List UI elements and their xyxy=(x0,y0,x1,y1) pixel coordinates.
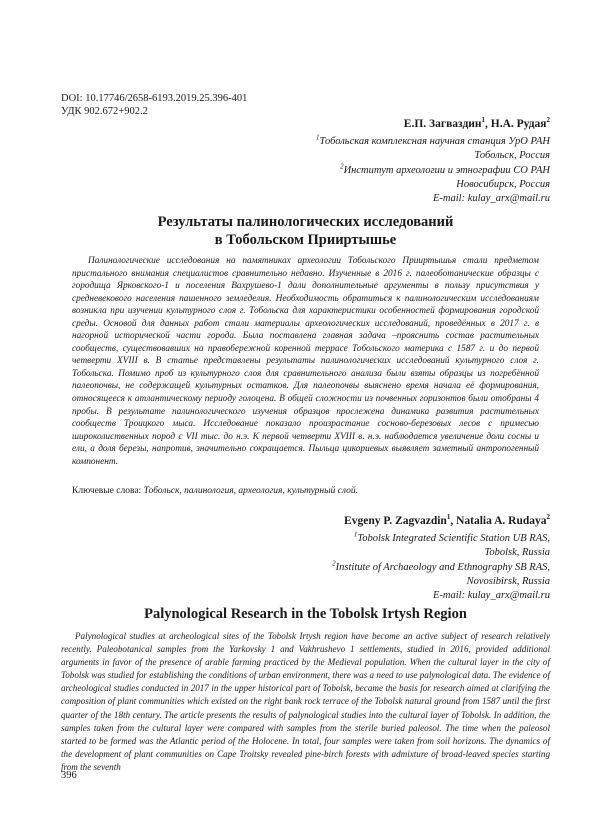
author-1-name: Evgeny P. Zagvazdin xyxy=(344,515,447,527)
udc-line: УДК 902.672+902.2 xyxy=(61,106,148,117)
affiliation-sup: 1 xyxy=(316,133,320,142)
affiliation-sup: 1 xyxy=(353,530,358,539)
affiliation-line xyxy=(190,164,550,178)
doi-line[interactable]: DOI: 10.17746/2658-6193.2019.25.396-401 xyxy=(61,93,248,104)
keywords-label: Ключевые слова: xyxy=(72,486,144,496)
page-number: 396 xyxy=(61,770,77,781)
authors-russian xyxy=(404,118,550,130)
affiliation-text: Тобольск, Россия xyxy=(474,150,550,162)
affiliation-sup: 2 xyxy=(332,559,336,568)
affiliation-sup: 2 xyxy=(340,162,344,171)
affiliation-line xyxy=(190,135,550,149)
affiliation-line xyxy=(190,532,550,546)
affiliation-line xyxy=(190,149,550,163)
article-title-english: Palynological Research in the Tobolsk Irtysh Region xyxy=(144,606,467,622)
title-line: в Тобольском Прииртышье xyxy=(214,232,397,248)
affiliation-line xyxy=(190,575,550,589)
email-text[interactable]: E-mail: kulay_arx@mail.ru xyxy=(433,193,550,205)
author-separator: , xyxy=(485,118,491,130)
affiliation-line xyxy=(190,561,550,575)
keywords-russian xyxy=(72,485,539,497)
title-line: Результаты палинологических исследований xyxy=(157,214,454,230)
author-2-name: Н.А. Рудая xyxy=(490,118,547,130)
affiliation-line xyxy=(190,178,550,192)
article-identifiers xyxy=(61,92,247,118)
author-separator: , xyxy=(450,515,457,527)
email-line[interactable] xyxy=(190,192,550,206)
affiliation-text: Institute of Archaeology and Ethnography SB RAS, xyxy=(335,561,550,573)
author-1-sup: 1 xyxy=(446,513,451,522)
email-line[interactable] xyxy=(190,589,550,603)
affiliation-text: Тобольская комплексная научная станция УрО РАН xyxy=(319,136,550,147)
keywords-list: Тобольск, палинология, археология, культурный слой. xyxy=(143,486,359,496)
author-1-sup: 1 xyxy=(481,116,486,125)
authors-english xyxy=(344,515,550,527)
affiliations-english xyxy=(190,532,550,603)
author-2-sup: 2 xyxy=(546,513,550,522)
affiliation-text: Novosibirsk, Russia xyxy=(466,575,550,587)
affiliation-line xyxy=(190,546,550,560)
author-1-name: Е.П. Загваздин xyxy=(403,118,482,130)
email-text[interactable]: E-mail: kulay_arx@mail.ru xyxy=(433,590,550,602)
affiliations-russian xyxy=(190,135,550,206)
article-title-russian xyxy=(61,213,550,249)
author-2-name: Natalia A. Rudaya xyxy=(456,515,547,527)
affiliation-text: Новосибирск, Россия xyxy=(456,178,550,190)
affiliation-text: Tobolsk Integrated Scientific Station UB RAS, xyxy=(357,533,550,544)
affiliation-text: Tobolsk, Russia xyxy=(484,547,550,559)
abstract-english: Palynological studies at archeological sites of the Tobolsk Irtysh region have become an active subject of research relatively recently. Paleobotanical samples from the Yarkovsky 1 and Vakhrushevo 1 settlements, studied in 2016, provided additional arguments in favor of the presence of arable farming practiced by the Medieval population. When the cultural layer in the city of Tobolsk was studied for establishing the conditions of urban environment, there was a need to use palynological data. The evidence of archeological studies conducted in 2017 in the upper historical part of Tobolsk, became the basis for research aimed at clarifying the composition of plant communities which existed on the right bank rock terrace of the Tobolsk natural ground from 1587 until the first quarter of the 18th century. The article presents the results of palynological studies into the cultural layer of Tobolsk. In addition, the samples taken from the cultural layer were compared with samples from the sterile buried paleosol. The time when the paleosol started to be formed was the Atlantic period of the Holocene. In total, four samples were taken from soil horizons. The dynamics of the development of plant communities on Cape Troitsky revealed pine-birch forests with admixture of broad-leaved species starting from the seventh xyxy=(61,631,550,772)
affiliation-text: Институт археологии и этнографии СО РАН xyxy=(343,164,550,176)
abstract-russian: Палинологические исследования на памятниках археологии Тобольского Прииртышья стали предметом пристального внимания специалистов сравнительно недавно. Изученные в 2016 г. палеоботанические образцы с городища Ярковского-1 и поселения Вахрушево-1 дали дополнительные аргументы в пользу присутствия у средневекового населения пашенного земледелия. Необходимость обратиться к палинологическим исследованиям возникла при изучении культурного слоя г. Тобольска для характеристики особенностей формирования городской среды. Основой для данных работ стали материалы археологических исследований, проведённых в 2017 г. в нагорной исторической части города. Была поставлена главная задача –прояснить состав растительных сообществ, существовавших на правобережной коренной террасе Тобольского материка с 1587 г. и до первой четверти XVIII в. В статье представлены результаты палинологических исследований культурного слоя г. Тобольска. Помимо проб из культурного слоя для сравнительного анализа были взяты образцы из погребённой палеопочвы, не содержащей культурных остатков. Для палеопочвы выяснено время начала её формирования, относящееся к атлантическому периоду голоцена. В общей сложности из почвенных горизонтов были отобраны 4 пробы. В результате палинологического изучения образцов прослежена динамика развития растительных сообществ Троицкого мыса. Исследование показало произрастание сосново-березовых лесов с примесью широколиственных пород с VII тыс. до н.э. К первой четверти XVIII в. н.э. наблюдается увеличение доли сосны и ели, а доля березы, напротив, значительно сокращается. Пыльца цикориевых выявляет заметный антропогенный компонент. xyxy=(72,256,539,467)
author-2-sup: 2 xyxy=(546,116,550,125)
